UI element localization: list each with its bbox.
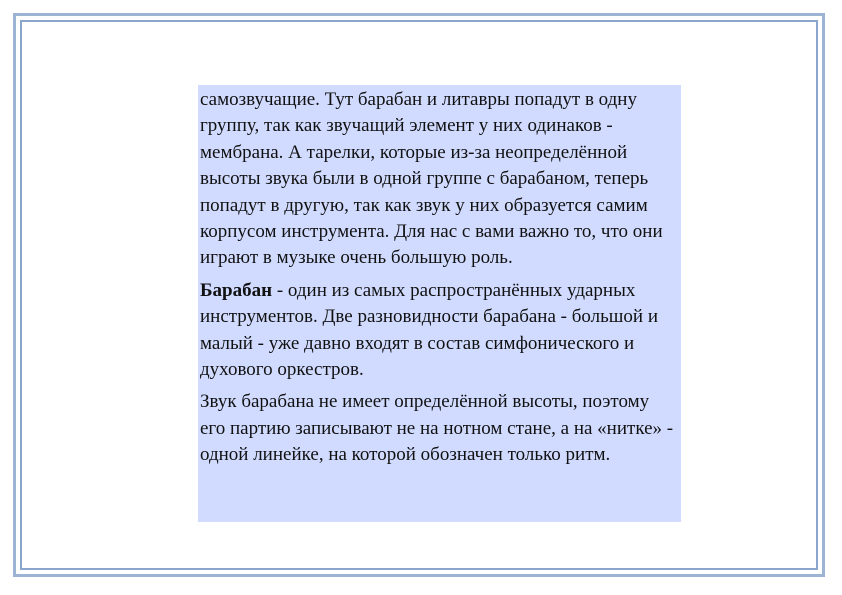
- paragraph-1-text: самозвучащие. Тут барабан и литавры попадут в одну группу, так как звучащий элемент у них одинаков - мембрана. А тарелки, которые из-за неопределённой высоты звука были в одной группе с барабаном, теперь попадут в другую, так как звук у них образуется самим корпусом инструмента. Для нас с вами важно то, что они играют в музыке очень большую роль.: [200, 89, 663, 269]
- paragraph-2-text: - один из самых распространённых ударных инструментов. Две разновидности барабана - большой и малый - уже давно входят в состав симфонического и духового оркестров.: [200, 279, 659, 381]
- paragraph-3-text: Звук барабана не имеет определённой высоты, поэтому его партию записывают не на нотном стане, а на «нитке» - одной линейке, на которой обозначен только ритм.: [200, 391, 674, 466]
- paragraph-3: [200, 389, 679, 468]
- paragraph-2: [200, 278, 679, 384]
- paragraph-2-term: Барабан: [200, 279, 273, 301]
- text-box: [198, 85, 681, 522]
- paragraph-1: [200, 87, 679, 272]
